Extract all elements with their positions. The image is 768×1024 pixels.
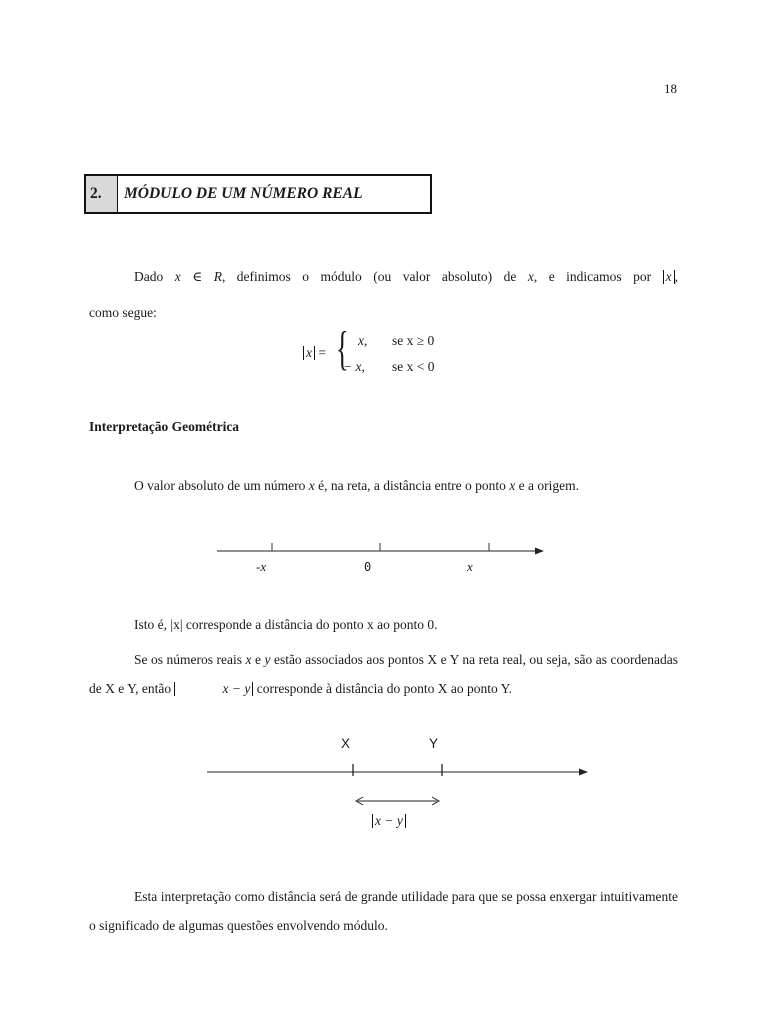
math-var: x bbox=[245, 652, 252, 667]
math-var: x bbox=[174, 269, 181, 284]
equals-sign: = bbox=[315, 345, 326, 360]
section-number: 2. bbox=[86, 176, 118, 212]
label-Y: Y bbox=[429, 736, 439, 751]
label-pos-x: x bbox=[467, 559, 473, 574]
math-var: x bbox=[308, 478, 315, 493]
label-neg-x: -x bbox=[256, 559, 267, 574]
text-run: Se os números reais bbox=[134, 652, 246, 667]
text-run: Dado bbox=[134, 269, 175, 284]
subsection-title: Interpretação Geométrica bbox=[89, 419, 240, 434]
paragraph-abs-distance: Isto é, |x| corresponde a distância do ponto x ao ponto 0. bbox=[134, 617, 438, 632]
math-var: x bbox=[509, 478, 516, 493]
distance-arrow bbox=[356, 797, 439, 805]
abs-value-expr: x − y bbox=[174, 682, 253, 696]
text-run: , definimos o módulo (ou valor absoluto) de bbox=[221, 269, 528, 284]
text-run: ∈ bbox=[180, 269, 214, 284]
left-brace: { bbox=[336, 322, 349, 375]
math-var: x bbox=[306, 345, 312, 360]
case2-value: − x, bbox=[343, 359, 365, 374]
abs-value-expr: x − y bbox=[372, 814, 406, 828]
text-run: O valor absoluto de um número bbox=[134, 478, 309, 493]
math-var: x bbox=[665, 269, 672, 284]
number-line-2 bbox=[207, 764, 588, 776]
text-run: corresponde à distância do ponto X ao ponto Y. bbox=[253, 681, 513, 696]
paragraph-xy bbox=[89, 645, 678, 703]
math-var: x, bbox=[527, 269, 538, 284]
definition-follow: como segue: bbox=[89, 305, 157, 320]
distance-label bbox=[372, 813, 406, 829]
page-number: 18 bbox=[664, 81, 677, 96]
number-line-1 bbox=[217, 543, 544, 555]
case1-value: x, bbox=[358, 333, 368, 348]
text-run: estão associados aos pontos X e Y na reta real, ou seja, são as coordenadas de X e Y, então bbox=[89, 652, 678, 696]
text-run: é, na reta, a distância entre o ponto bbox=[314, 478, 510, 493]
arrow-head bbox=[579, 769, 588, 776]
case2-condition: se x < 0 bbox=[392, 359, 435, 374]
math-var: y bbox=[264, 652, 271, 667]
math-var: R bbox=[213, 269, 222, 284]
arrow-head bbox=[535, 548, 544, 555]
section-title: MÓDULO DE UM NÚMERO REAL bbox=[124, 185, 363, 202]
text-run: , bbox=[674, 269, 678, 284]
text-run: e indicamos por bbox=[537, 269, 663, 284]
paragraph-conclusion: Esta interpretação como distância será de grande utilidade para que se possa enxergar intuitivamente o significado de algumas questões envolvendo módulo. bbox=[89, 889, 678, 933]
case1-condition: se x ≥ 0 bbox=[392, 333, 435, 348]
text-run: e a origem. bbox=[515, 478, 579, 493]
label-zero: 0 bbox=[364, 560, 372, 574]
label-X: X bbox=[341, 736, 351, 751]
text-run: e bbox=[251, 652, 265, 667]
